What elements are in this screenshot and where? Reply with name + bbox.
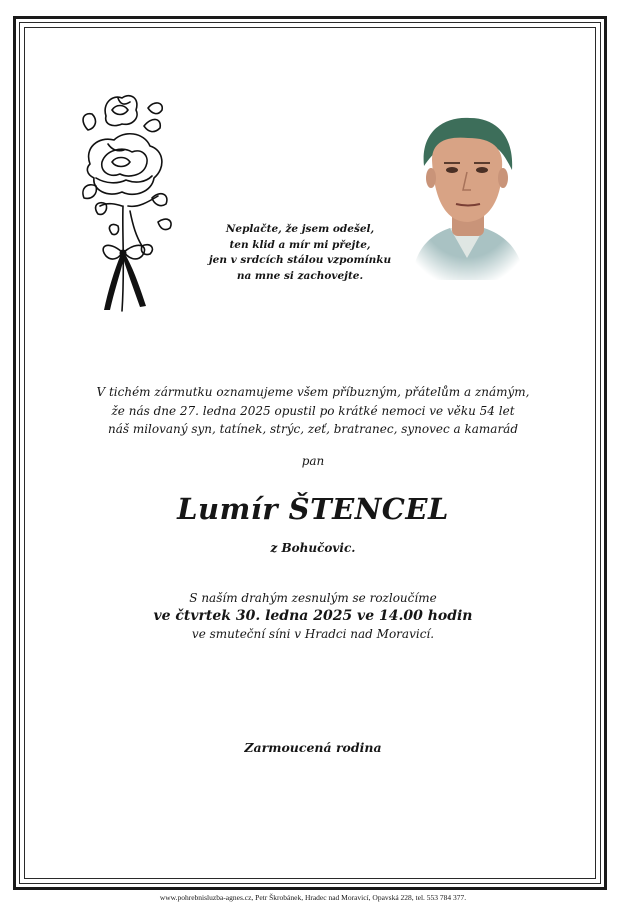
announcement-line: že nás dne 27. ledna 2025 opustil po krátké nemoci ve věku 54 let — [111, 403, 515, 418]
ceremony-intro: S naším drahým zesnulým se rozloučíme — [189, 591, 437, 605]
announcement — [60, 383, 566, 439]
deceased-name: Lumír ŠTENCEL — [177, 492, 449, 526]
ceremony-datetime: ve čtvrtek 30. ledna 2025 ve 14.00 hodin — [153, 608, 473, 624]
announcement-line: náš milovaný syn, tatínek, strýc, zeť, bratranec, synovec a kamarád — [107, 422, 519, 436]
poem-line: na mne si zachovejte. — [236, 269, 364, 282]
announcement-line: V tichém zármutku oznamujeme všem příbuzným, přátelům a známým, — [96, 385, 530, 399]
deceased-origin: z Bohučovic. — [270, 541, 356, 555]
poem-line: ten klid a mír mi přejte, — [229, 238, 371, 251]
family-signature: Zarmoucená rodina — [244, 740, 382, 755]
footer-contact: www.pohrebnisluzba-agnes.cz, Petr Škrobánek, Hradec nad Moravicí, Opavská 228, tel. 553 784 377. — [159, 893, 467, 902]
poem — [200, 222, 400, 284]
salutation: pan — [301, 454, 325, 468]
poem-line: Neplačte, že jsem odešel, — [225, 223, 375, 235]
poem-line: jen v srdcích stálou vzpomínku — [208, 254, 392, 266]
rose-with-ribbon-icon — [78, 86, 178, 318]
ceremony-info — [60, 590, 566, 643]
portrait-photo — [402, 108, 532, 280]
ceremony-place: ve smuteční síni v Hradci nad Moravicí. — [191, 627, 435, 641]
